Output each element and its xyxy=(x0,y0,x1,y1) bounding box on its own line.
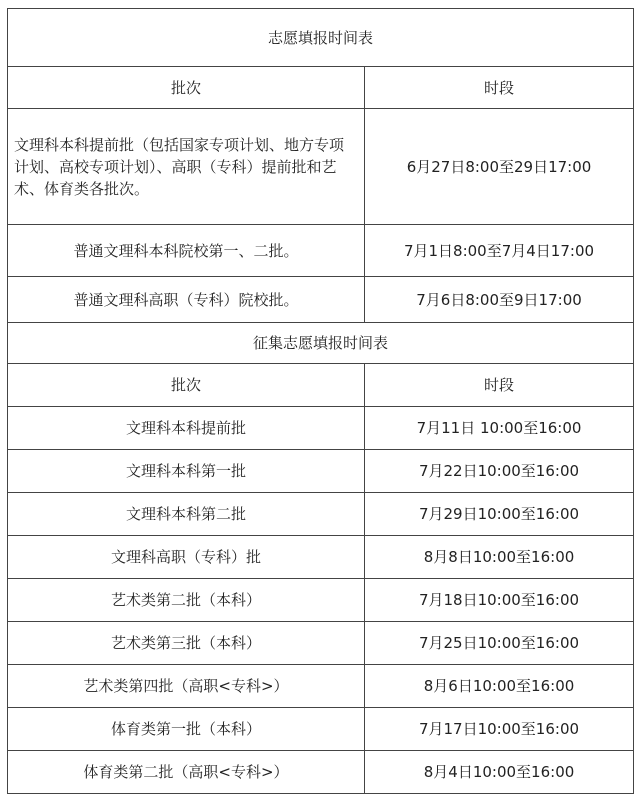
table-row xyxy=(8,665,634,708)
table1-title-row xyxy=(8,9,634,67)
table-row xyxy=(8,277,634,323)
time-cell: 7月1日8:00至7月4日17:00 xyxy=(365,225,634,277)
batch-cell: 文理科本科第一批 xyxy=(8,450,365,493)
table-row xyxy=(8,579,634,622)
time-cell: 7月11日 10:00至16:00 xyxy=(365,407,634,450)
time-cell: 8月8日10:00至16:00 xyxy=(365,536,634,579)
batch-cell: 普通文理科高职（专科）院校批。 xyxy=(8,277,365,323)
table2-header-row xyxy=(8,364,634,407)
table-row xyxy=(8,109,634,225)
table-row xyxy=(8,708,634,751)
batch-cell: 艺术类第四批（高职<专科>） xyxy=(8,665,365,708)
time-cell: 7月6日8:00至9日17:00 xyxy=(365,277,634,323)
batch-cell: 文理科高职（专科）批 xyxy=(8,536,365,579)
table1-title: 志愿填报时间表 xyxy=(8,9,634,67)
time-cell: 7月17日10:00至16:00 xyxy=(365,708,634,751)
table2-header-time: 时段 xyxy=(365,364,634,407)
batch-cell: 普通文理科本科院校第一、二批。 xyxy=(8,225,365,277)
table-row xyxy=(8,622,634,665)
time-cell: 8月4日10:00至16:00 xyxy=(365,751,634,794)
table2-title-row xyxy=(8,323,634,364)
table-row xyxy=(8,493,634,536)
batch-cell: 体育类第二批（高职<专科>） xyxy=(8,751,365,794)
batch-cell: 文理科本科提前批（包括国家专项计划、地方专项计划、高校专项计划）、高职（专科）提前批和艺术、体育类各批次。 xyxy=(8,109,365,225)
time-cell: 7月25日10:00至16:00 xyxy=(365,622,634,665)
batch-cell: 体育类第一批（本科） xyxy=(8,708,365,751)
schedule-table xyxy=(7,8,634,794)
table1-header-row xyxy=(8,67,634,109)
table-row xyxy=(8,751,634,794)
time-cell: 8月6日10:00至16:00 xyxy=(365,665,634,708)
table-row xyxy=(8,225,634,277)
time-cell: 6月27日8:00至29日17:00 xyxy=(365,109,634,225)
batch-cell: 文理科本科第二批 xyxy=(8,493,365,536)
table-row xyxy=(8,407,634,450)
batch-cell: 文理科本科提前批 xyxy=(8,407,365,450)
batch-cell: 艺术类第二批（本科） xyxy=(8,579,365,622)
time-cell: 7月18日10:00至16:00 xyxy=(365,579,634,622)
time-cell: 7月22日10:00至16:00 xyxy=(365,450,634,493)
table2-title: 征集志愿填报时间表 xyxy=(8,323,634,364)
table2-header-batch: 批次 xyxy=(8,364,365,407)
table-row xyxy=(8,536,634,579)
batch-cell: 艺术类第三批（本科） xyxy=(8,622,365,665)
table1-header-time: 时段 xyxy=(365,67,634,109)
table1-header-batch: 批次 xyxy=(8,67,365,109)
table-row xyxy=(8,450,634,493)
time-cell: 7月29日10:00至16:00 xyxy=(365,493,634,536)
